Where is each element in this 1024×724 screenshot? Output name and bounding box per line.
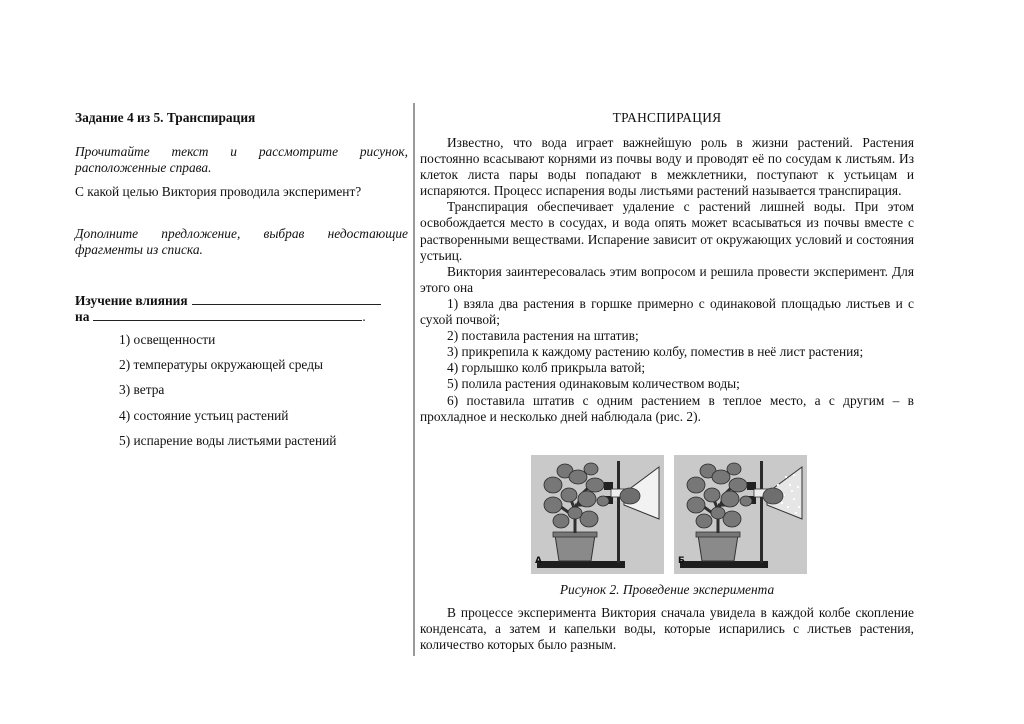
experiment-step: 3) прикрепила к каждому растению колбу, поместив в неё лист растения; — [447, 344, 864, 360]
article-column — [420, 110, 914, 425]
experiment-step: 6) поставила штатив с одним растением в теплое место, а с другим – в прохладное и несколько дней наблюдала (рис. 2). — [420, 392, 914, 424]
fill-sentence-line-2 — [75, 308, 366, 325]
answer-option[interactable]: 3) ветра — [119, 382, 165, 398]
answer-option[interactable]: 5) испарение воды листьями растений — [119, 432, 337, 448]
answer-options-list — [119, 332, 336, 458]
figure-panel-b — [674, 455, 807, 574]
task-title: Задание 4 из 5. Транспирация — [75, 110, 256, 125]
fill-sentence-start: Изучение влияния — [75, 293, 188, 308]
experiment-step: 1) взяла два растения в горшке примерно с одинаковой площадью листьев и с сухой почвой; — [420, 295, 914, 328]
experiment-step: 4) горлышко колб прикрыла ватой; — [447, 360, 646, 376]
answer-option[interactable]: 4) состояние устьиц растений — [119, 407, 289, 423]
article-paragraph: Транспирация обеспечивает удаление с растений лишней воды. При этом освобождается место в сосудах, и вода опять может всасываться из почвы вместе с растворенными веществами. Испарение зависит от окружающих условий и состояния устьиц. — [420, 199, 914, 263]
answer-blank-1[interactable] — [192, 292, 381, 305]
figure-caption: Рисунок 2. Проведение эксперимента — [559, 582, 775, 597]
read-instruction: Прочитайте текст и рассмотрите рисунок, расположенные справа. — [75, 144, 408, 175]
experiment-step: 5) полила растения одинаковым количеством воды; — [447, 376, 740, 392]
conclusion-paragraph: В процессе эксперимента Виктория сначала увидела в каждой колбе скопление конденсата, а затем и капельки воды, которые испарились с листьев растения, количество которых было разным. — [420, 605, 914, 653]
answer-option[interactable]: 1) освещенности — [119, 332, 216, 347]
plant-flask-illustration-icon — [531, 455, 664, 574]
experiment-step: 2) поставила растения на штатив; — [447, 328, 639, 344]
fill-instruction: Дополните предложение, выбрав недостающие фрагменты из списка. — [75, 226, 408, 257]
plant-flask-condensation-illustration-icon — [674, 455, 807, 574]
answer-blank-2[interactable] — [93, 308, 362, 321]
fill-sentence-middle: на — [75, 309, 90, 324]
figure-panel-a — [531, 455, 664, 574]
column-divider — [413, 103, 415, 656]
answer-option[interactable]: 2) температуры окружающей среды — [119, 357, 324, 373]
panel-b-label: Б — [678, 556, 685, 566]
article-title: ТРАНСПИРАЦИЯ — [612, 110, 722, 125]
task-question: С какой целью Виктория проводила эксперимент? — [75, 184, 362, 199]
fill-sentence-line-1 — [75, 292, 381, 309]
panel-a-label: А — [535, 556, 542, 566]
sentence-period: . — [362, 309, 366, 324]
article-paragraph: Известно, что вода играет важнейшую роль в жизни растений. Растения постоянно всасывают корнями из почвы воду и проводят её по сосудам к листьям. Из клеток листа пары воды попадают в межклетники, поступают к устьицам и испаряются. Процесс испарения воды листьями растений называется транспирация. — [420, 135, 914, 199]
article-paragraph: Виктория заинтересовалась этим вопросом и решила провести эксперимент. Для этого она — [420, 263, 914, 295]
experiment-figure — [531, 455, 807, 575]
